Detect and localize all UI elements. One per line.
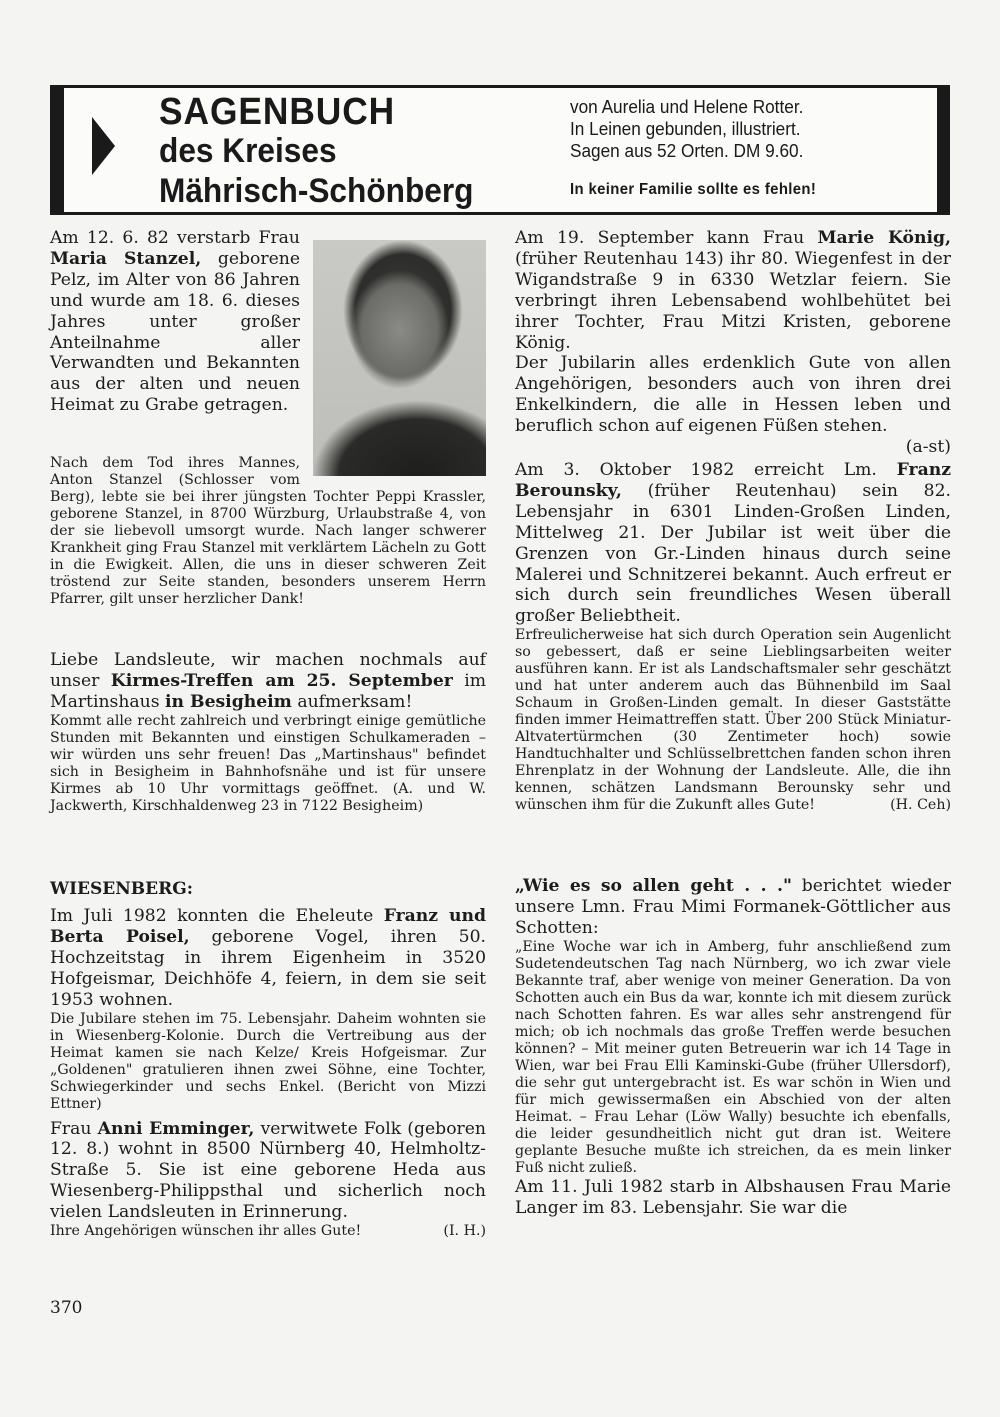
text-span: geborene Vogel, ihren 50. Hochzeitstag in ihrem Eigenheim in 3520 Hofgeismar, Deichhöfe 4, feiern, in dem sie seit 1953 wohnen. — [50, 926, 486, 1010]
emminger-credit: (I. H.) — [443, 1223, 486, 1240]
ad-title-line-1: SAGENBUCH — [159, 91, 396, 133]
obituary-stanzel-body-text: Nach dem Tod ihres Mannes, Anton Stanzel (Schlosser vom Berg), lebte sie bei ihrer jüngsten Tochter Peppi Krassler, geborene Stanzel, in 8700 Würzburg, Urlaubstraße 4, von der sie liebevoll umsorgt wurde. Nach langer schwerer Krankheit ging Frau Stanzel mit verklärtem Lächeln zu Gott in die Ewigkeit. Allen, die uns in dieser schweren Zeit tröstend zur Seite standen, besonders unserem Herrn Pfarrer, gilt unser herzlicher Dank! — [50, 455, 486, 607]
berounsky-lead — [515, 460, 951, 627]
koenig-notice — [515, 228, 951, 458]
kirmes-date: Kirmes-Treffen am 25. September — [110, 670, 453, 691]
text-span: (früher Reutenhau 143) ihr 80. Wiegenfest in der Wigandstraße 9 in 6330 Wetzlar feiern. Sie verbringt ihren Lebensabend wohlbehütet bei ihrer Tochter, Frau Mitzi Kristen, geborene König. — [515, 248, 951, 353]
berounsky-body: Erfreulicherweise hat sich durch Operation sein Augenlicht so gebessert, daß er seine Lieblingsarbeiten weiter ausführen kann. Er ist als Landschaftsmaler sehr geschätzt und hat unter anderem auch das Bühnenbild im Saal Schaum in Großen-Linden gemalt. In dieser Gaststätte finden immer Heimattreffen statt. Über 200 Stück Miniatur-Altvatertürmchen (30 Zentimeter hoch) sowie Handtuchhalter und Schlüsselbrettchen fanden schon ihren Ehrenplatz in der Wohnung der Landsleute. Alle, die ihn kennen, schätzen Landsmann Berounsky sehr und wünschen ihm für die Zukunft alles Gute! — [515, 627, 951, 814]
ad-slogan: In keiner Familie sollte es fehlen! — [570, 181, 817, 198]
portrait-photo — [313, 240, 486, 476]
text-span: Im Juli 1982 konnten die Eheleute — [50, 906, 384, 926]
koenig-wishes: Der Jubilarin alles erdenklich Gute von allen Angehörigen, besonders auch von ihren drei Enkelkindern, die alle in Hessen leben und beruflich schon auf eigenen Füßen stehen. — [515, 353, 951, 437]
wiesenberg-section — [50, 878, 486, 1240]
formanek-body: „Eine Woche war ich in Amberg, fuhr anschließend zum Sudetendeutschen Tag nach Nürnberg, wo ich zwar viele Bekannte traf, aber wenige von meiner Generation. Da von Schotten auch ein Bus da war, konnte ich mit diesem zurück nach Schotten fahren. Es war alles sehr anstrengend für mich; ob ich nochmals das große Treffen werde besuchen können? – Mit meiner guten Betreuerin war ich 14 Tage in Wien, war bei Frau Elli Kaminski-Gube (früher Ullersdorf), die sehr gut untergebracht ist. Es war schön in Wien und für mich gewissermaßen ein Abschied von der alten Heimat. – Frau Lehar (Löw Wally) besuchte ich ebenfalls, die leider gesundheitlich nicht gut dran ist. Weitere geplante Besuche mußte ich streichen, da es mein linker Fuß nicht zuließ. — [515, 938, 951, 1176]
ad-title-line-2: des Kreises — [159, 132, 337, 170]
formanek-report — [515, 876, 951, 1219]
poisel-body: Die Jubilare stehen im 75. Lebensjahr. Daheim wohnten sie in Wiesenberg-Kolonie. Durch die Vertreibung aus der Heimat kamen sie nach Kelze/ Kreis Hofgeismar. Zur „Goldenen" gratulieren ihnen zwei Söhne, eine Tochter, Schwiegerkinder und sechs Enkel. (Bericht von Mizzi Ettner) — [50, 1010, 486, 1112]
ad-title-line-3: Mährisch-Schönberg — [159, 172, 474, 210]
text-span: im Martinshaus — [50, 670, 486, 712]
text-span: (früher Reutenhau) sein 82. Lebensjahr in 6301 Linden-Großen Linden, Mittelweg 21. Der Jubilar ist weit über die Grenzen von Gr.-Linden hinaus durch seine Malerei und Schnitzerei bekannt. Auch erfreut er sich durch sein freundliches Wesen überall großer Beliebtheit. — [515, 480, 951, 627]
text-span: Liebe Landsleute, wir machen nochmals auf unser — [50, 650, 486, 691]
name-emminger: Anni Emminger, — [97, 1118, 255, 1139]
koenig-credit: (a-st) — [905, 437, 951, 458]
emminger-wishes: Ihre Angehörigen wünschen ihr alles Gute! — [50, 1223, 362, 1240]
emminger-closing — [50, 1223, 486, 1240]
obituary-stanzel-lead — [50, 228, 300, 416]
ad-info-authors: von Aurelia und Helene Rotter. — [570, 96, 804, 117]
name-maria-stanzel: Maria Stanzel, — [50, 248, 202, 269]
text-span: Am 12. 6. 82 verstarb Frau — [50, 228, 300, 248]
kirmes-body: Kommt alle recht zahlreich und verbringt einige gemütliche Stunden mit Bekannten und einstigen Schulkameraden – wir würden uns sehr freuen! Das „Martinshaus" befindet sich in Besigheim in Bahnhofsnähe und ist für unsere Kirmes ab 10 Uhr vormittags geöffnet. (A. und W. Jackwerth, Kirschhaldenweg 23 in 7122 Besigheim) — [50, 712, 486, 814]
berounsky-notice — [515, 460, 951, 814]
kirmes-lead — [50, 650, 486, 713]
sagenbuch-advertisement — [50, 85, 950, 215]
emminger-lead — [50, 1119, 486, 1224]
text-span: Am 3. Oktober 1982 erreicht Lm. — [515, 460, 897, 480]
obituary-stanzel-lead-text — [50, 228, 300, 416]
text-span: verwitwete Folk (geboren 12. 8.) wohnt in 8500 Nürnberg 40, Helmholtz-Straße 5. Sie ist eine geborene Heda aus Wiesenberg-Philippsthal und sicherlich noch vielen Landsleuten in Erinnerung. — [50, 1118, 486, 1223]
text-span: berichtet wieder unsere Lmn. Frau Mimi Formanek-Göttlicher aus Schotten: — [515, 876, 951, 938]
ad-info-price: Sagen aus 52 Orten. DM 9.60. — [570, 140, 804, 161]
photo-wrap-spacer — [300, 455, 486, 477]
name-poisel: Franz und Berta Poisel, — [50, 906, 486, 947]
formanek-lead — [515, 876, 951, 939]
obituary-stanzel-body — [50, 455, 486, 608]
ad-info-binding: In Leinen gebunden, illustriert. — [570, 118, 801, 139]
ad-info — [570, 96, 803, 162]
text-span: aufmerksam! — [291, 691, 413, 712]
kirmes-location: in Besigheim — [165, 691, 292, 712]
triangle-arrow-right-icon — [92, 117, 115, 175]
text-span: Frau — [50, 1118, 98, 1139]
berounsky-credit: (H. Ceh) — [890, 797, 951, 814]
kirmes-notice — [50, 650, 486, 815]
report-title: „Wie es so allen geht . . ." — [515, 876, 792, 896]
name-marie-koenig: Marie König, — [817, 228, 951, 248]
text-span: geborene Pelz, im Alter von 86 Jahren und wurde am 18. 6. dieses Jahres unter großer Anteilnahme aller Verwandten und Bekannten aus der alten und neuen Heimat zu Grabe getragen. — [50, 248, 300, 416]
koenig-lead — [515, 228, 951, 353]
section-heading-wiesenberg: WIESENBERG: — [50, 879, 194, 899]
langer-obituary: Am 11. Juli 1982 starb in Albshausen Frau Marie Langer im 83. Lebensjahr. Sie war die — [515, 1176, 951, 1218]
ad-title — [159, 92, 473, 211]
name-franz-berounsky: Franz Berounsky, — [515, 460, 951, 501]
text-span: Am 19. September kann Frau — [515, 228, 818, 248]
page-number: 370 — [50, 1298, 83, 1318]
poisel-lead — [50, 906, 486, 1011]
